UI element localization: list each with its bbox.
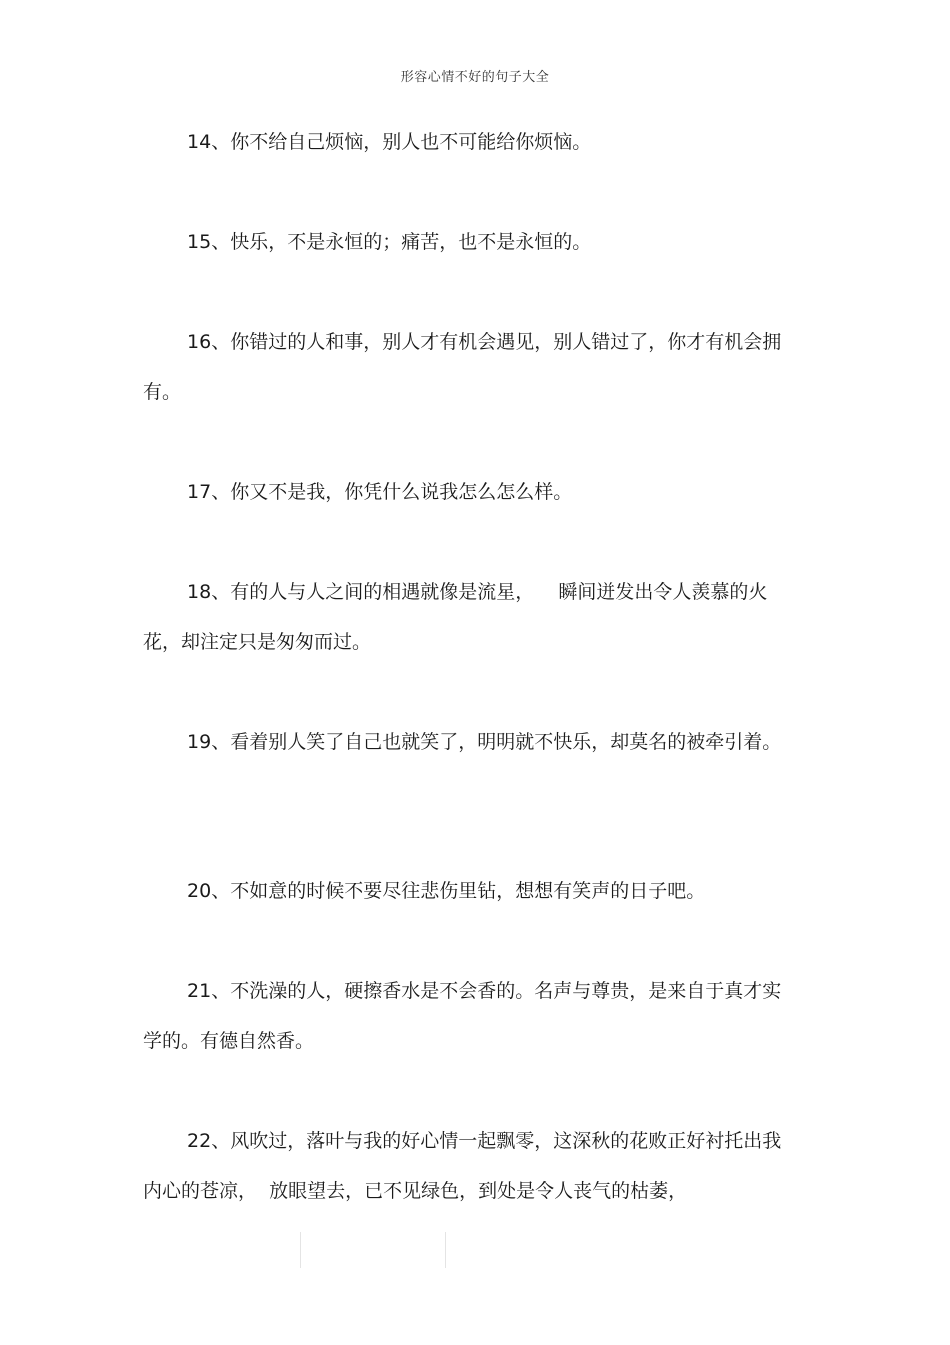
list-item bbox=[143, 966, 793, 1066]
list-item bbox=[143, 217, 793, 267]
item-number: 14 bbox=[187, 131, 212, 153]
list-item bbox=[143, 467, 793, 517]
item-text: 、你错过的人和事，别人才有机会遇见，别人错过了，你才有机会拥有。 bbox=[143, 331, 782, 403]
list-item bbox=[143, 866, 793, 916]
item-number: 22 bbox=[187, 1130, 212, 1152]
page-header-title: 形容心情不好的句子大全 bbox=[400, 70, 550, 85]
item-number: 21 bbox=[187, 980, 212, 1002]
list-item bbox=[143, 317, 793, 417]
item-number: 20 bbox=[187, 880, 212, 902]
item-number: 17 bbox=[187, 481, 212, 503]
list-item bbox=[143, 117, 793, 167]
item-text: 、不洗澡的人，硬擦香水是不会香的。名声与尊贵，是来自于真才实学的。有德自然香。 bbox=[143, 980, 782, 1052]
item-number: 19 bbox=[187, 731, 212, 753]
page-divider-right bbox=[445, 1232, 446, 1268]
item-text: 、不如意的时候不要尽往悲伤里钻，想想有笑声的日子吧。 bbox=[211, 880, 706, 902]
item-number: 16 bbox=[187, 331, 212, 353]
list-item bbox=[143, 717, 793, 767]
list-item bbox=[143, 567, 793, 667]
page-divider-left bbox=[300, 1232, 301, 1268]
item-text: 、有的人与人之间的相遇就像是流星， 瞬间迸发出令人羡慕的火花，却注定只是匆匆而过。 bbox=[143, 581, 768, 653]
item-number: 18 bbox=[187, 581, 212, 603]
item-text: 、风吹过，落叶与我的好心情一起飘零，这深秋的花败正好衬托出我内心的苍凉， 放眼望去，已不见绿色，到处是令人丧气的枯萎， bbox=[143, 1130, 782, 1202]
item-text: 、你不给自己烦恼，别人也不可能给你烦恼。 bbox=[211, 131, 592, 153]
list-item bbox=[143, 1116, 793, 1216]
item-text: 、看着别人笑了自己也就笑了，明明就不快乐，却莫名的被牵引着。 bbox=[211, 731, 782, 753]
item-text: 、你又不是我，你凭什么说我怎么怎么样。 bbox=[211, 481, 573, 503]
item-number: 15 bbox=[187, 231, 212, 253]
item-text: 、快乐，不是永恒的；痛苦，也不是永恒的。 bbox=[211, 231, 592, 253]
